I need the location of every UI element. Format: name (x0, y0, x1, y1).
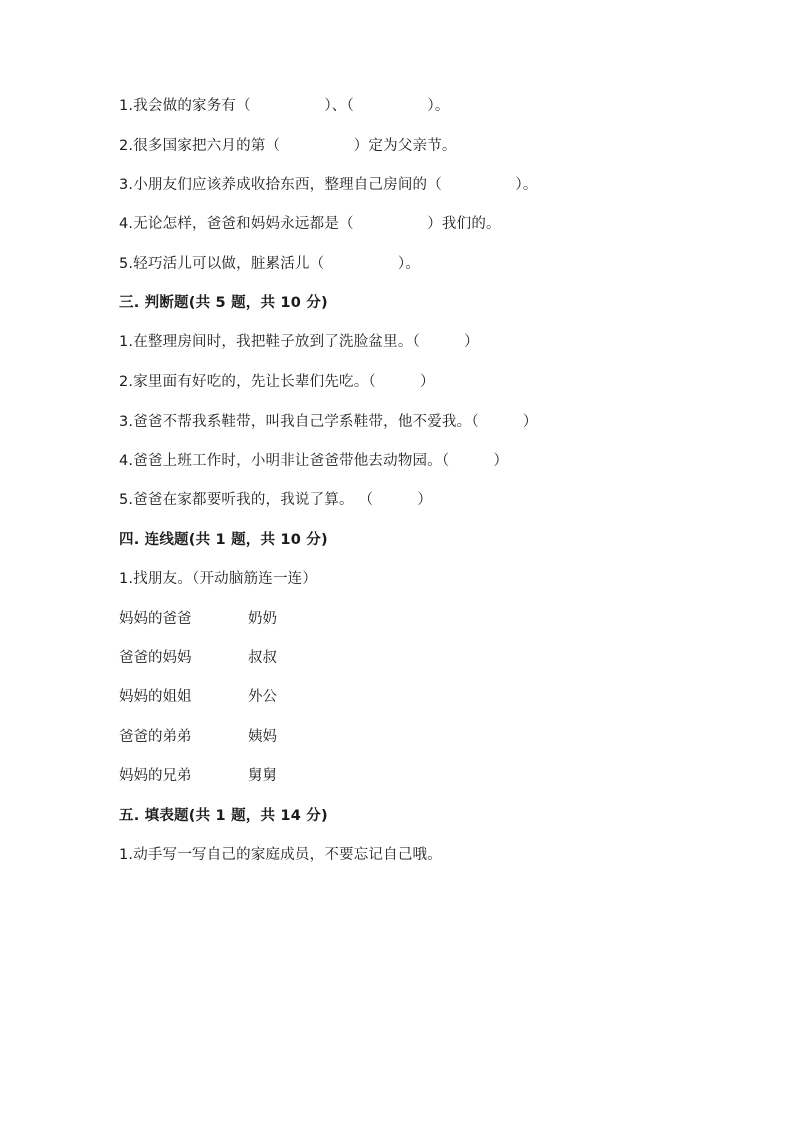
fill-blank-item-3: 3.小朋友们应该养成收拾东西，整理自己房间的（ ）。 (119, 177, 538, 193)
judge-item-2: 2.家里面有好吃的，先让长辈们先吃。（ ） (119, 374, 435, 390)
section-4-heading: 四. 连线题(共 1 题，共 10 分) (119, 532, 328, 548)
table-question: 1.动手写一写自己的家庭成员，不要忘记自己哦。 (119, 847, 442, 863)
matching-left-1: 妈妈的爸爸 (119, 611, 192, 627)
matching-left-3: 妈妈的姐姐 (119, 689, 192, 705)
matching-right-1: 奶奶 (248, 611, 277, 627)
judge-item-1: 1.在整理房间时，我把鞋子放到了洗脸盆里。（ ） (119, 334, 479, 350)
matching-question: 1.找朋友。（开动脑筋连一连） (119, 571, 318, 587)
fill-blank-item-1: 1.我会做的家务有（ ）、（ ）。 (119, 98, 450, 114)
matching-left-2: 爸爸的妈妈 (119, 650, 192, 666)
matching-right-5: 舅舅 (248, 768, 277, 784)
matching-right-2: 叔叔 (248, 650, 277, 666)
judge-item-4: 4.爸爸上班工作时，小明非让爸爸带他去动物园。（ ） (119, 453, 509, 469)
matching-left-5: 妈妈的兄弟 (119, 768, 192, 784)
section-5-heading: 五. 填表题(共 1 题，共 14 分) (119, 808, 328, 824)
judge-item-3: 3.爸爸不帮我系鞋带，叫我自己学系鞋带，他不爱我。（ ） (119, 414, 538, 430)
fill-blank-item-4: 4.无论怎样，爸爸和妈妈永远都是（ ）我们的。 (119, 216, 501, 232)
matching-left-4: 爸爸的弟弟 (119, 729, 192, 745)
fill-blank-item-2: 2.很多国家把六月的第（ ）定为父亲节。 (119, 138, 457, 154)
judge-item-5: 5.爸爸在家都要听我的，我说了算。 （ ） (119, 492, 433, 508)
matching-right-4: 姨妈 (248, 729, 277, 745)
fill-blank-item-5: 5.轻巧活儿可以做，脏累活儿（ ）。 (119, 256, 420, 272)
matching-right-3: 外公 (248, 689, 277, 705)
section-3-heading: 三. 判断题(共 5 题，共 10 分) (119, 295, 328, 311)
